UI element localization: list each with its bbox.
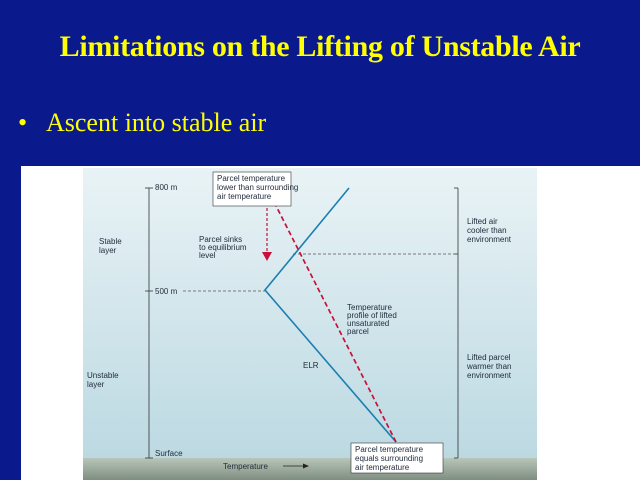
parcel-bottom-label: Parcel temperature equals surrounding air temperature	[355, 445, 424, 472]
bullet-item	[18, 108, 266, 138]
lifted-cooler-label: Lifted air cooler than environment	[467, 217, 512, 244]
temperature-profile-label: Temperature profile of lifted unsaturated parcel	[347, 303, 397, 336]
temperature-axis-label: Temperature	[223, 462, 268, 471]
sky-panel	[83, 168, 537, 458]
surface-label: Surface	[155, 449, 183, 458]
bullet-symbol: •	[18, 108, 28, 137]
stable-layer-label: Stable layer	[99, 237, 122, 255]
ground-strip	[83, 458, 537, 480]
atmosphere-diagram	[21, 166, 640, 480]
height-500-label: 500 m	[155, 287, 178, 296]
height-800-label: 800 m	[155, 183, 178, 192]
lifted-warmer-label: Lifted parcel warmer than environment	[467, 353, 512, 380]
diagram-svg	[21, 166, 640, 480]
bullet-text: Ascent into stable air	[46, 108, 267, 137]
elr-label: ELR	[303, 361, 319, 370]
parcel-top-label: Parcel temperature lower than surrounding air temperature	[217, 174, 299, 201]
unstable-layer-label: Unstable layer	[87, 371, 119, 389]
parcel-sinks-label: Parcel sinks to equilibrium level	[199, 235, 247, 260]
slide-title: Limitations on the Lifting of Unstable Air	[59, 30, 581, 63]
